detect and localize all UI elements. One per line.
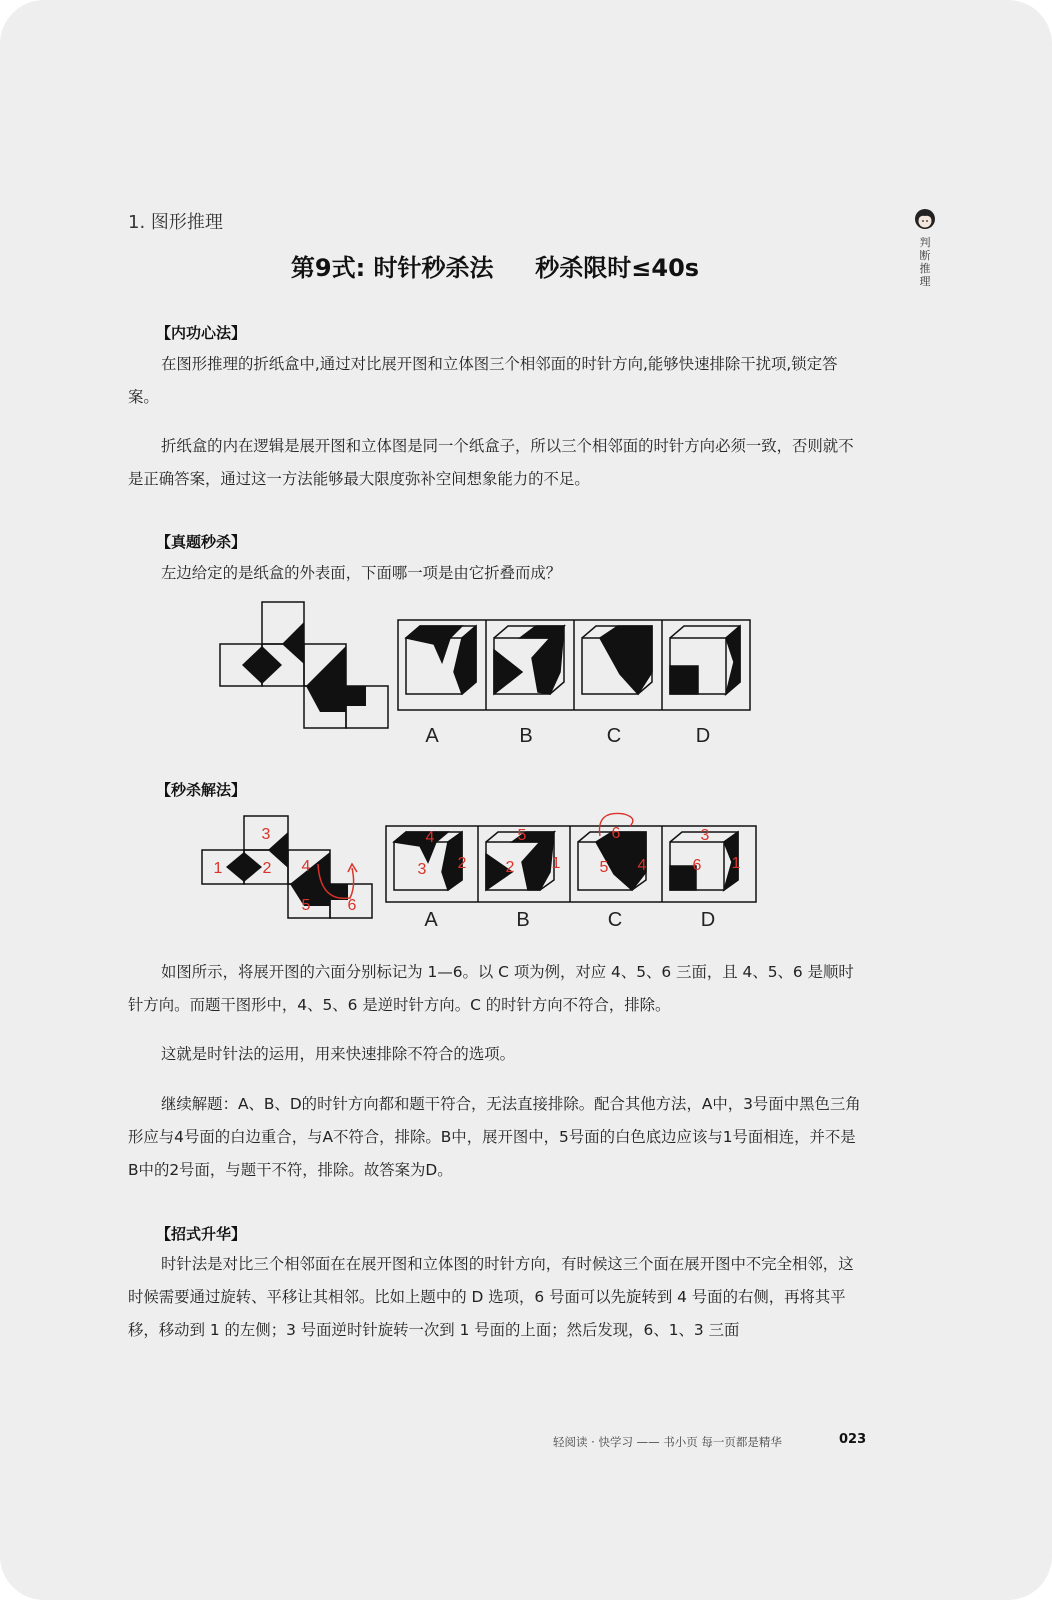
svg-text:4: 4 — [425, 829, 435, 846]
svg-text:3: 3 — [700, 827, 710, 844]
paragraph-1: 在图形推理的折纸盒中,通过对比展开图和立体图三个相邻面的时针方向,能够快速排除干扰项,锁定答案。 — [128, 355, 838, 406]
page-title: 第9式: 时针秒杀法 秒杀限时≤40s — [290, 254, 700, 282]
svg-text:6: 6 — [692, 857, 702, 874]
heading-real-question: 【真题秒杀】 — [156, 533, 247, 551]
svg-text:2: 2 — [262, 860, 272, 877]
svg-text:1: 1 — [731, 855, 741, 872]
svg-text:4: 4 — [637, 857, 647, 874]
solution-label-c: C — [607, 909, 623, 931]
section-label: 1. 图形推理 — [128, 212, 223, 233]
option-label-d: D — [695, 725, 711, 747]
svg-text:4: 4 — [301, 858, 311, 875]
svg-text:1: 1 — [551, 855, 561, 872]
heading-fast-solution: 【秒杀解法】 — [156, 781, 247, 799]
solution-label-b: B — [516, 909, 530, 931]
svg-text:5: 5 — [517, 827, 527, 844]
cube-option-b — [494, 626, 564, 694]
heading-advanced: 【招式升华】 — [156, 1225, 247, 1243]
paragraph-continue: 继续解题：A、B、D的时针方向都和题干符合，无法直接排除。配合其他方法，A中，3号面中黑色三角形应与4号面的白边重合，与A不符合，排除。B中，展开图中，5号面的白色底边应该与1号面相连，并不是B中的2号面，与题干不符，排除。故答案为D。 — [128, 1095, 861, 1179]
paragraph-advanced: 时针法是对比三个相邻面在在展开图和立体图的时针方向，有时候这三个面在展开图中不完全相邻，这时候需要通过旋转、平移让其相邻。比如上题中的 D 选项，6 号面可以先旋转到 4 号面的右侧，再将其平移，移动到 1 的左侧；3 号面逆时针旋转一次到 1 号面的上面；然后发现，6、1、3 三面 — [128, 1255, 854, 1339]
svg-text:6: 6 — [611, 825, 621, 842]
option-label-b: B — [519, 725, 533, 747]
svg-text:5: 5 — [301, 897, 311, 914]
side-tab — [910, 208, 940, 288]
svg-text:2: 2 — [505, 859, 515, 876]
cube-option-c — [582, 626, 652, 694]
side-tab-label: 判 断 推 理 — [919, 236, 931, 288]
solution-label-a: A — [424, 909, 438, 931]
girl-avatar-icon — [914, 208, 936, 230]
answer-options — [398, 620, 750, 710]
page-number: 023 — [839, 1432, 867, 1447]
question-figure — [220, 602, 780, 752]
paragraph-usage: 这就是时针法的运用，用来快速排除不符合的选项。 — [161, 1045, 515, 1063]
cube-option-a — [406, 626, 476, 694]
cube-option-d — [670, 626, 740, 694]
paragraph-2: 折纸盒的内在逻辑是展开图和立体图是同一个纸盒子，所以三个相邻面的时针方向必须一致，否则就不是正确答案，通过这一方法能够最大限度弥补空间想象能力的不足。 — [128, 437, 854, 488]
svg-text:2: 2 — [457, 855, 467, 872]
option-label-a: A — [425, 725, 439, 747]
svg-text:6: 6 — [347, 897, 357, 914]
footer-slogan: 轻阅读 · 快学习 —— 书小页 每一页都是精华 — [553, 1435, 782, 1449]
solution-figure — [200, 812, 770, 932]
svg-text:3: 3 — [261, 826, 271, 843]
question-text: 左边给定的是纸盒的外表面，下面哪一项是由它折叠而成？ — [161, 564, 562, 582]
solution-label-d: D — [700, 909, 716, 931]
svg-text:3: 3 — [417, 861, 427, 878]
svg-text:1: 1 — [213, 860, 223, 877]
svg-text:5: 5 — [599, 859, 609, 876]
heading-inner-method: 【内功心法】 — [156, 324, 247, 342]
option-label-c: C — [606, 725, 622, 747]
paragraph-explanation: 如图所示，将展开图的六面分别标记为 1—6。以 C 项为例，对应 4、5、6 三面，且 4、5、6 是顺时针方向。而题干图形中，4、5、6 是逆时针方向。C 的时针方向不符合，排除。 — [128, 963, 854, 1014]
